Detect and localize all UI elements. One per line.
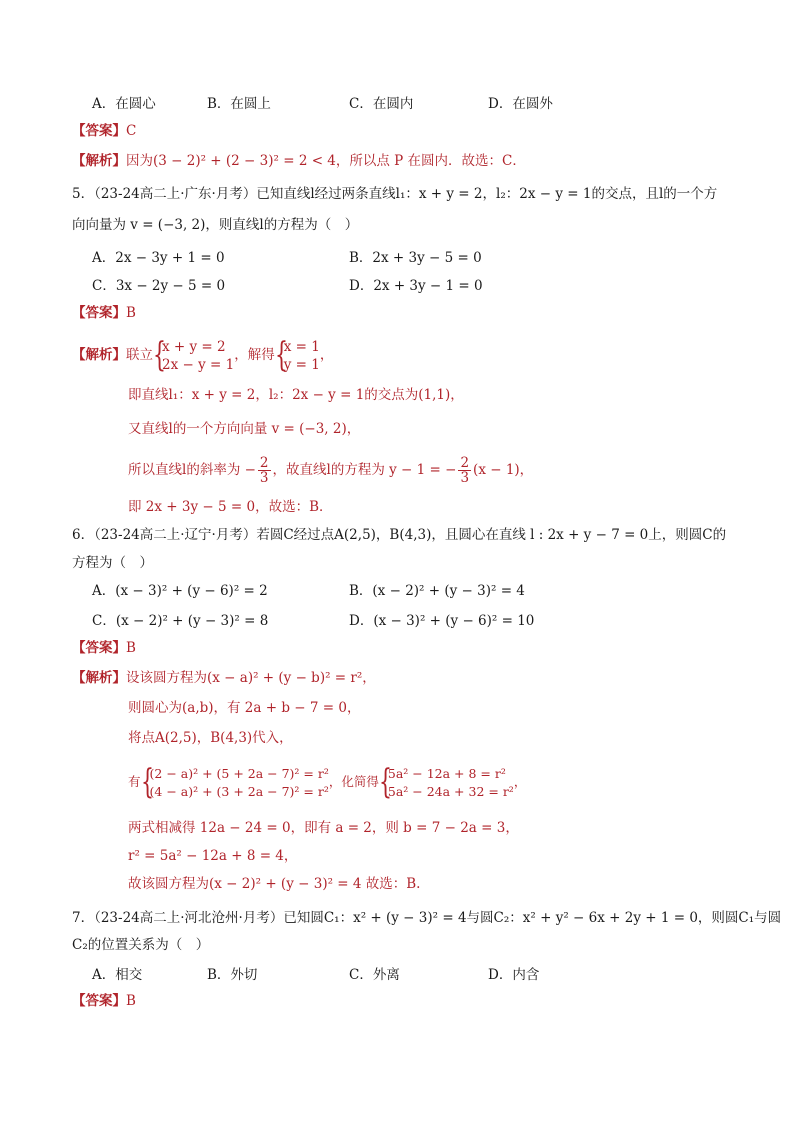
brace-icon: { (153, 334, 166, 375)
equation-system (140, 761, 329, 802)
analysis-text: ， (513, 774, 527, 789)
q6-option-d: D．(x − 3)² + (y − 6)² = 10 (349, 613, 535, 629)
q5-option-d: D．2x + 3y − 1 = 0 (349, 278, 483, 294)
q6-stem-line2: 方程为（ ） (72, 555, 153, 571)
q6-analysis-line2: 则圆心为(a,b)，有 2a + b − 7 = 0， (128, 700, 361, 716)
q5-analysis-line1 (72, 336, 333, 374)
analysis-text: (x − 1)， (473, 462, 534, 478)
fraction-denominator: 3 (460, 470, 470, 486)
analysis-tag: 【解析】 (72, 347, 126, 363)
system-row: y = 1 (283, 356, 320, 373)
answer-value: B (126, 305, 136, 321)
q6-analysis-line6: r² = 5a² − 12a + 8 = 4， (128, 848, 298, 864)
q6-option-b: B．(x − 2)² + (y − 3)² = 4 (349, 583, 525, 599)
system-row: 2x − y = 1 (162, 356, 235, 373)
q7-option-b: B．外切 (207, 967, 258, 983)
q5-stem-line1: 5．（23-24高二上·广东·月考）已知直线l经过两条直线l₁：x + y = 2，l₂：2x − y = 1的交点，且l的一个方 (72, 186, 718, 202)
q6-analysis-line3: 将点A(2,5)，B(4,3)代入， (128, 730, 293, 746)
q5-analysis-line2: 即直线l₁：x + y = 2，l₂：2x − y = 1的交点为(1,1)， (128, 387, 464, 403)
fraction (458, 456, 471, 485)
q7-option-d: D．内含 (488, 967, 540, 983)
equation-system (274, 334, 320, 375)
brace-icon: { (274, 334, 288, 375)
analysis-text: 联立 (126, 347, 153, 363)
fraction-denominator: 3 (259, 470, 269, 486)
analysis-text: ， (319, 347, 334, 363)
q4-analysis (72, 151, 526, 171)
q5-option-c: C．3x − 2y − 5 = 0 (92, 278, 226, 294)
q7-option-c: C．外离 (349, 967, 400, 983)
q4-option-b: B．在圆上 (207, 96, 271, 112)
q6-analysis-line7: 故该圆方程为(x − 2)² + (y − 3)² = 4 故选：B. (128, 876, 421, 892)
q4-option-c: C．在圆内 (349, 96, 414, 112)
q5-answer (72, 303, 136, 323)
q5-option-b: B．2x + 3y − 5 = 0 (349, 250, 482, 266)
q6-option-a: A．(x − 3)² + (y − 6)² = 2 (92, 583, 268, 599)
analysis-tag: 【解析】 (72, 670, 126, 686)
q6-answer (72, 638, 136, 658)
analysis-text: 因为(3 − 2)² + (2 − 3)² = 2 < 4，所以点 P 在圆内．故选：C． (126, 153, 526, 169)
answer-value: C (126, 123, 137, 139)
analysis-tag: 【解析】 (72, 153, 126, 169)
system-row: (2 − a)² + (5 + 2a − 7)² = r² (149, 765, 329, 781)
system-row: (4 − a)² + (3 + 2a − 7)² = r² (149, 783, 329, 799)
fraction (258, 456, 271, 485)
q5-analysis-line3: 又直线l的一个方向向量 v = (−3, 2)， (128, 421, 361, 437)
answer-tag: 【答案】 (72, 993, 126, 1009)
equation-system (378, 761, 514, 802)
analysis-text: ，化简得 (328, 774, 379, 789)
answer-tag: 【答案】 (72, 123, 126, 139)
q5-analysis-line4 (128, 455, 533, 485)
answer-value: B (126, 640, 136, 656)
q7-stem-line2: C₂的位置关系为（ ） (72, 937, 210, 953)
brace-icon: { (378, 761, 392, 802)
answer-value: B (126, 993, 136, 1009)
q4-option-a: A．在圆心 (92, 96, 156, 112)
q6-stem-line1: 6．（23-24高二上·辽宁·月考）若圆C经过点A(2,5)，B(4,3)，且圆心在直线 l : 2x + y − 7 = 0上，则圆C的 (72, 527, 727, 543)
q6-analysis-line5: 两式相减得 12a − 24 = 0，即有 a = 2，则 b = 7 − 2a = 3， (128, 820, 519, 836)
brace-icon: { (140, 761, 154, 802)
analysis-text: 设该圆方程为(x − a)² + (y − b)² = r²， (126, 670, 376, 686)
q6-option-c: C．(x − 2)² + (y − 3)² = 8 (92, 613, 269, 629)
system-row: x + y = 2 (162, 338, 226, 355)
system-row: 5a² − 12a + 8 = r² (387, 765, 506, 781)
system-row: 5a² − 24a + 32 = r² (387, 783, 514, 799)
fraction-numerator: 2 (259, 455, 269, 471)
answer-tag: 【答案】 (72, 640, 126, 656)
fraction-numerator: 2 (460, 455, 470, 471)
q6-analysis-line4 (128, 758, 526, 806)
q4-option-d: D．在圆外 (488, 96, 553, 112)
answer-tag: 【答案】 (72, 305, 126, 321)
analysis-text: ，解得 (234, 347, 275, 363)
q7-answer (72, 991, 136, 1011)
analysis-text: 所以直线l的斜率为 − (128, 462, 256, 478)
q6-analysis-line1 (72, 668, 376, 688)
analysis-text: 有 (128, 774, 141, 789)
q5-option-a: A．2x − 3y + 1 = 0 (92, 250, 225, 266)
q7-option-a: A．相交 (92, 967, 143, 983)
equation-system (153, 334, 235, 375)
analysis-text: ，故直线l的方程为 y − 1 = − (272, 462, 457, 478)
q4-answer (72, 121, 136, 141)
q5-analysis-line5: 即 2x + 3y − 5 = 0，故选：B． (128, 499, 333, 515)
q5-stem-line2: 向向量为 v = (−3, 2)，则直线l的方程为（ ） (72, 217, 359, 233)
q7-stem-line1: 7．（23-24高二上·河北沧州·月考）已知圆C₁：x² + (y − 3)² = 4与圆C₂：x² + y² − 6x + 2y + 1 = 0，则圆C₁与圆 (72, 910, 782, 926)
system-row: x = 1 (283, 338, 320, 355)
